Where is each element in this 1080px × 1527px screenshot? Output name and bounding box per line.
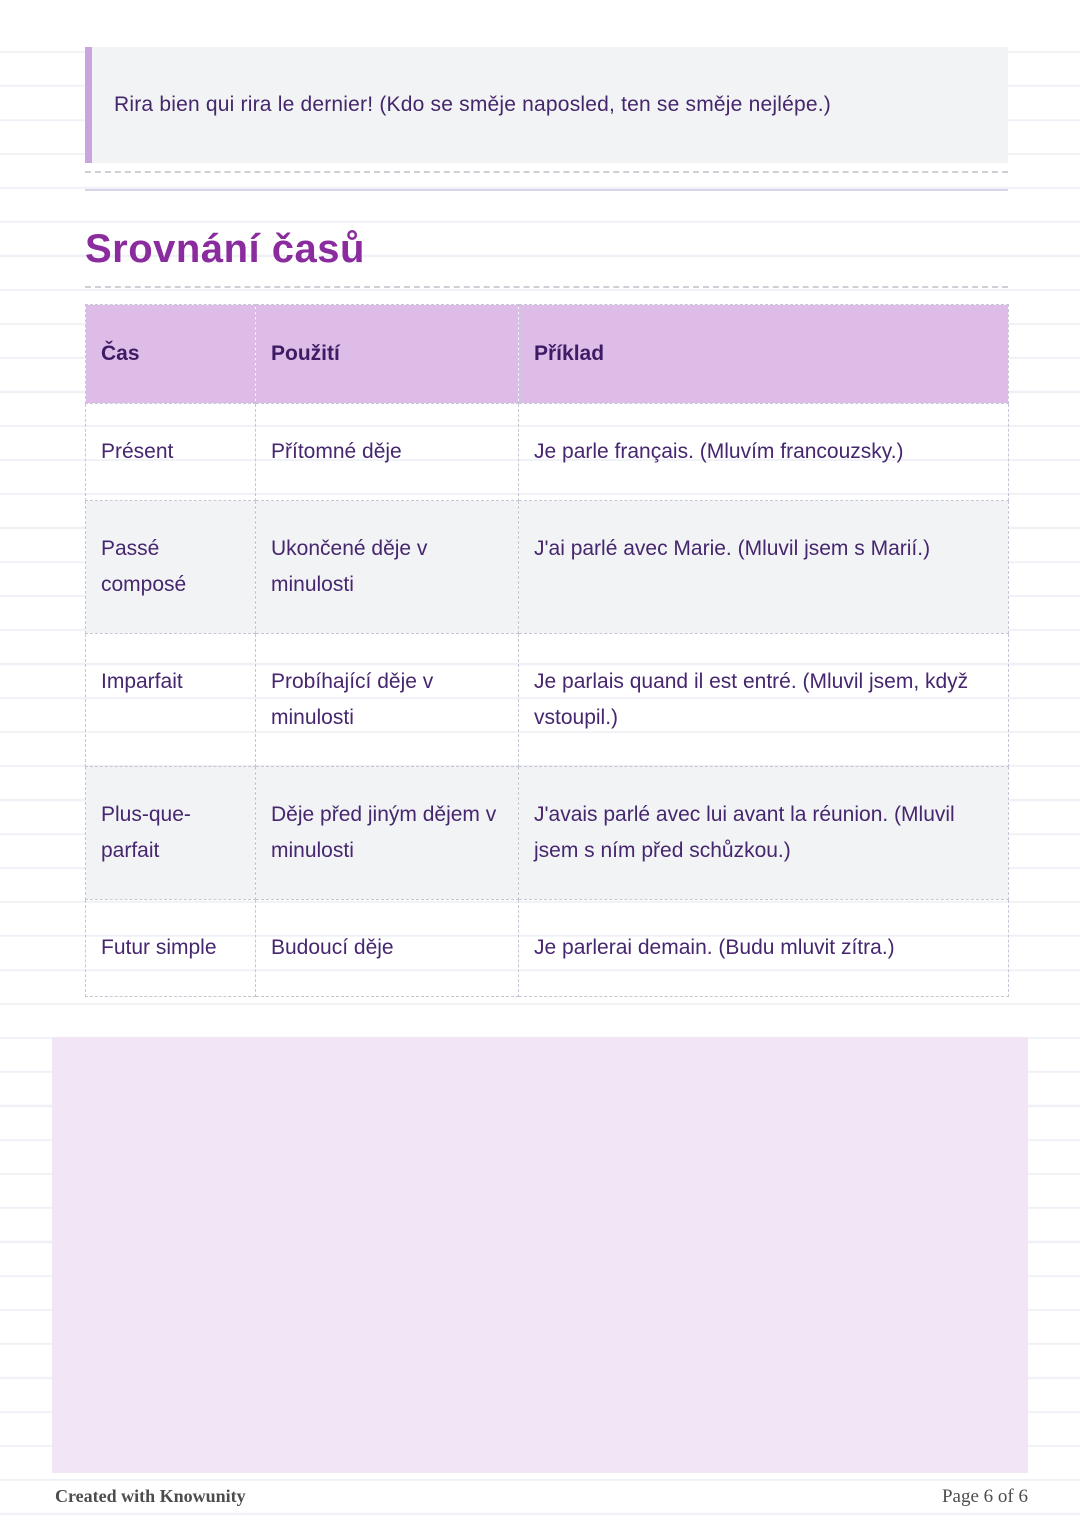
table-row bbox=[86, 404, 1009, 501]
table-header-cell: Čas bbox=[86, 305, 256, 404]
table-header-cell: Příklad bbox=[519, 305, 1009, 404]
table-cell: Budoucí děje bbox=[256, 900, 519, 997]
table-header-row bbox=[86, 305, 1009, 404]
table-header-cell: Použití bbox=[256, 305, 519, 404]
page-number-label: Page 6 of 6 bbox=[941, 1486, 1028, 1507]
table-cell: Ukončené děje v minulosti bbox=[256, 501, 519, 634]
table-cell: J'avais parlé avec lui avant la réunion. (Mluvil jsem s ním před schůzkou.) bbox=[519, 767, 1009, 900]
section-divider bbox=[85, 189, 1008, 191]
dashed-separator bbox=[85, 286, 1008, 288]
table-cell: J'ai parlé avec Marie. (Mluvil jsem s Marií.) bbox=[519, 501, 1009, 634]
table-cell: Je parle français. (Mluvím francouzsky.) bbox=[519, 404, 1009, 501]
highlight-panel bbox=[52, 1037, 1028, 1473]
table-cell: Plus-que-parfait bbox=[86, 767, 256, 900]
table-row bbox=[86, 634, 1009, 767]
page-title: Srovnání časů bbox=[85, 227, 365, 271]
page-footer bbox=[55, 1486, 1028, 1508]
table-cell: Imparfait bbox=[86, 634, 256, 767]
table-cell: Futur simple bbox=[86, 900, 256, 997]
table-row bbox=[86, 900, 1009, 997]
proverb-callout bbox=[85, 47, 1008, 163]
table-cell: Je parlerai demain. (Budu mluvit zítra.) bbox=[519, 900, 1009, 997]
table-cell: Présent bbox=[86, 404, 256, 501]
table-cell: Probíhající děje v minulosti bbox=[256, 634, 519, 767]
table-row bbox=[86, 767, 1009, 900]
table-cell: Passé composé bbox=[86, 501, 256, 634]
comparison-table bbox=[85, 304, 1009, 997]
table-row bbox=[86, 501, 1009, 634]
content-column bbox=[85, 0, 1008, 997]
created-with-label: Created with Knowunity bbox=[55, 1486, 246, 1506]
table-cell: Přítomné děje bbox=[256, 404, 519, 501]
proverb-text: Rira bien qui rira le dernier! (Kdo se směje naposled, ten se směje nejlépe.) bbox=[114, 93, 831, 116]
dashed-separator bbox=[85, 171, 1008, 173]
table-cell: Děje před jiným dějem v minulosti bbox=[256, 767, 519, 900]
table-cell: Je parlais quand il est entré. (Mluvil jsem, když vstoupil.) bbox=[519, 634, 1009, 767]
